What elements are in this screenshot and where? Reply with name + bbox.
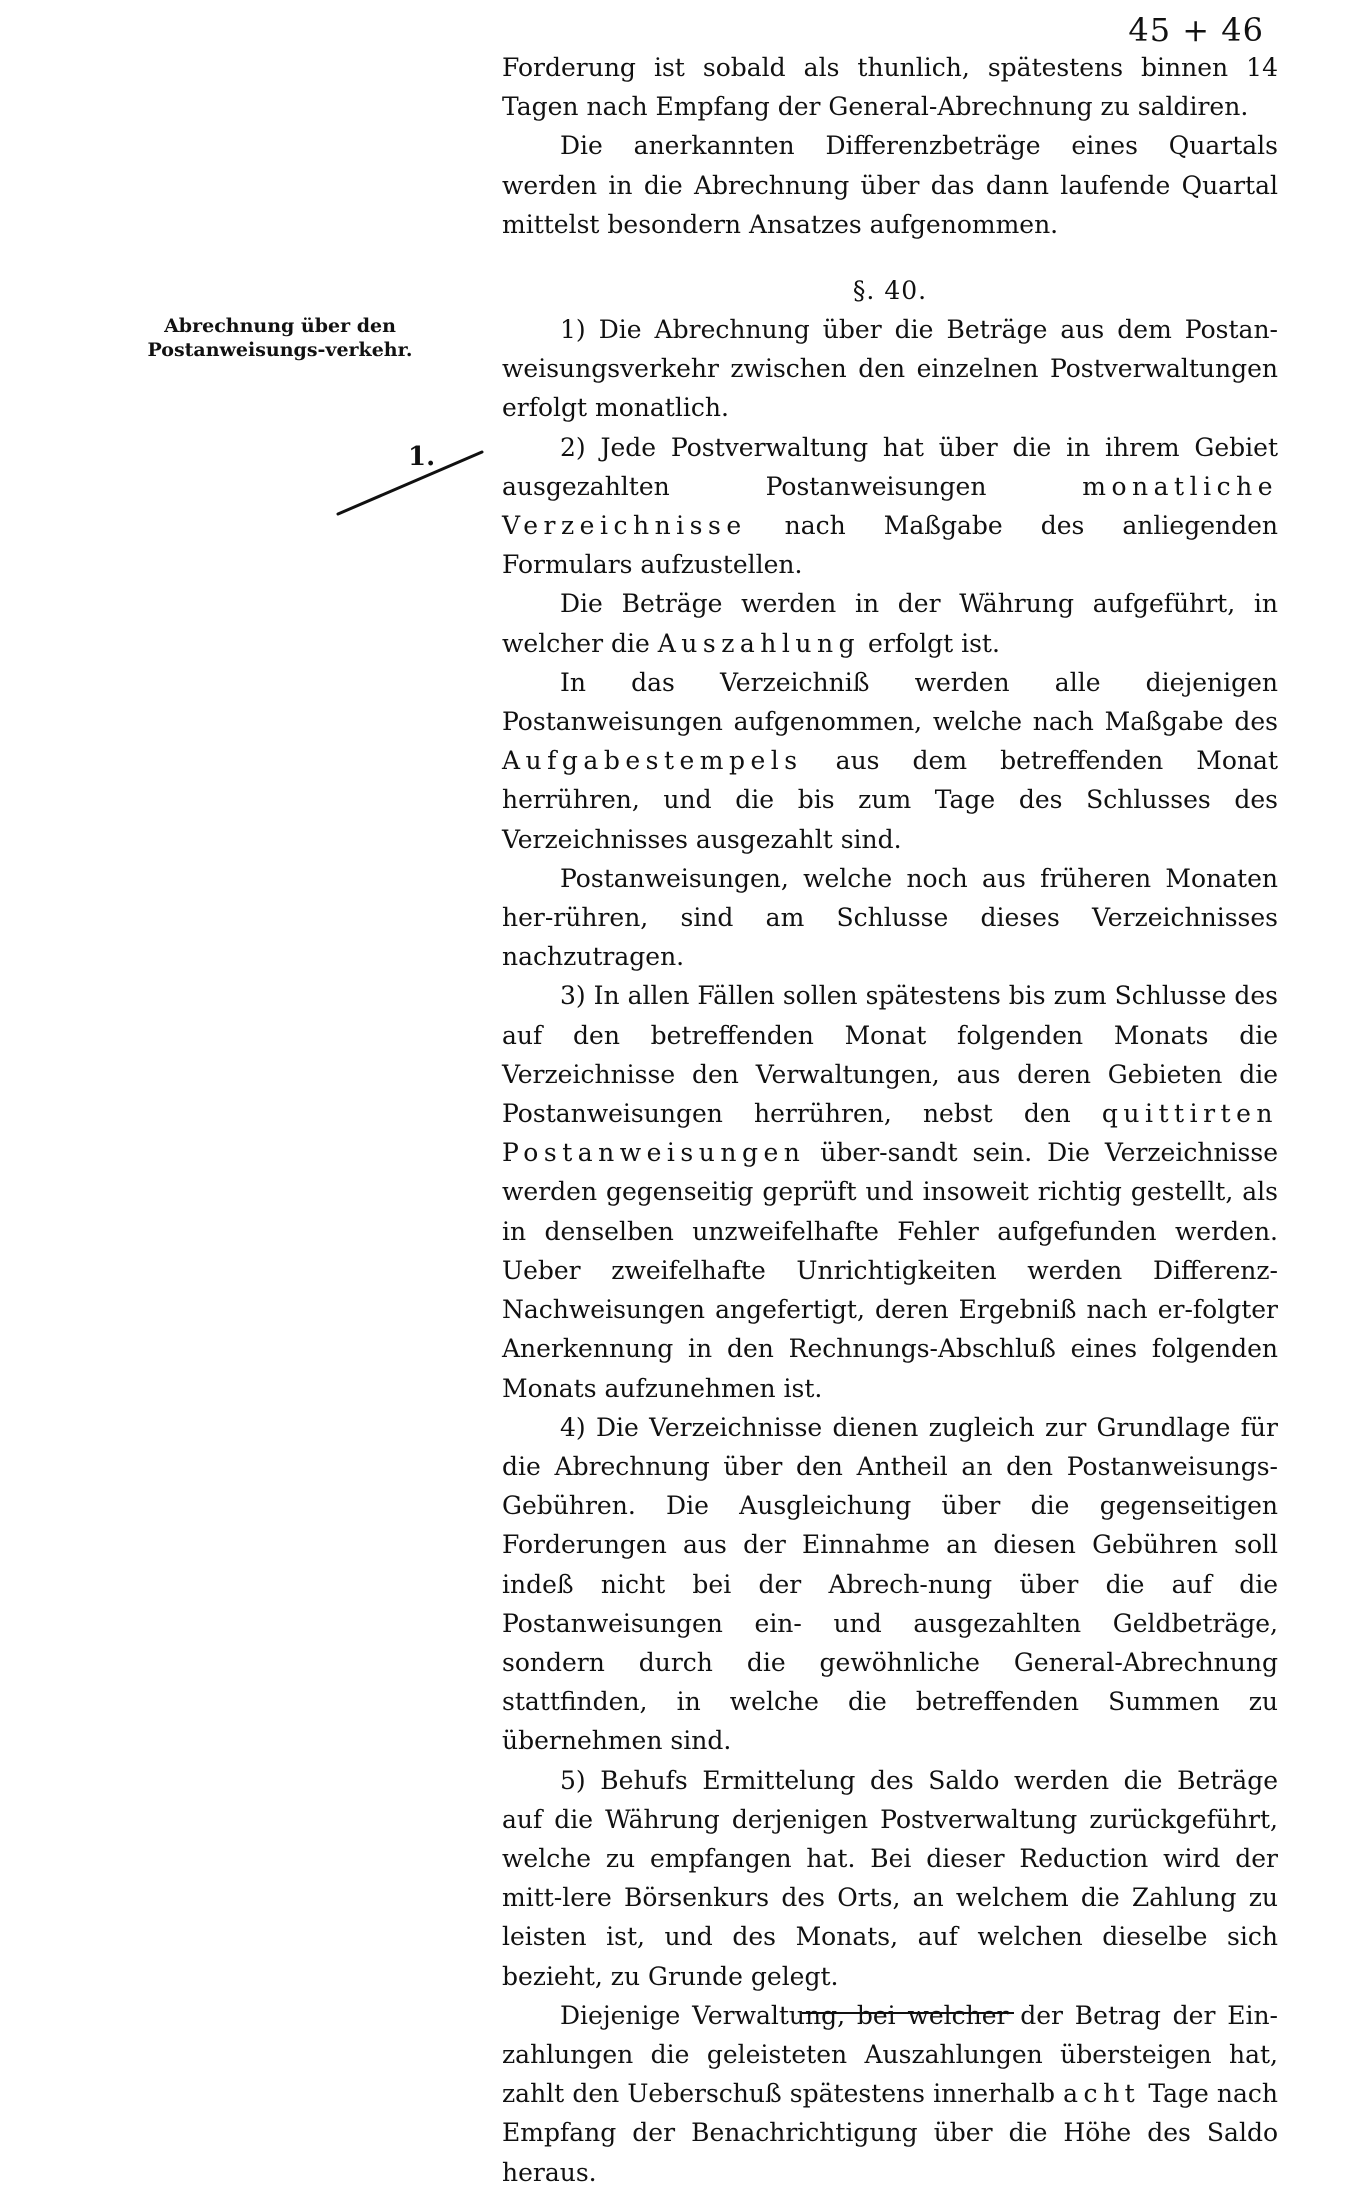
paragraph: [502, 663, 1278, 859]
spaced-emphasis: acht: [1063, 2079, 1141, 2109]
paragraph: Forderung ist sobald als thunlich, spätestens binnen 14 Tagen nach Empfang der General-Abrechnung zu saldiren.: [502, 53, 1278, 122]
paragraph: [502, 1996, 1278, 2192]
paragraph-text: 3) In allen Fällen sollen spätestens bis zum Schlusse des auf den betreffenden Monat folgenden Monats die Verzeichnisse den Verwaltungen, aus deren Gebieten die Postanweisungen herrühren, nebst den: [502, 981, 1278, 1129]
paragraph-text: erfolgt ist.: [860, 628, 1000, 658]
paragraph-text: Die Beträge werden in der Währung aufgeführt, in welcher die: [502, 589, 1278, 658]
paragraph-text: nach Maßgabe des anliegenden Formulars aufzustellen.: [502, 511, 1278, 580]
spaced-emphasis: Aufgabestempels: [502, 746, 803, 776]
paragraph-text: In das Verzeichniß werden alle diejenigen Postanweisungen aufgenommen, welche nach Maßgabe des: [502, 667, 1278, 737]
section-heading: §. 40.: [852, 276, 928, 306]
paragraph: 1) Die Abrechnung über die Beträge aus dem Postan-weisungsverkehr zwischen den einzelnen Postverwaltungen erfolgt monatlich.: [502, 315, 1278, 423]
paragraph-text: Diejenige Verwaltung, bei welcher der Betrag der Ein-zahlungen die geleisteten Auszahlungen übersteigen hat, zahlt den Ueberschuß spätestens innerhalb: [502, 2000, 1278, 2109]
paragraph-text: aus dem betreffenden Monat herrühren, und die bis zum Tage des Schlusses des Verzeichnisses ausgezahlt sind.: [502, 746, 1278, 854]
spaced-emphasis: Auszahlung: [657, 628, 861, 658]
paragraph: [502, 976, 1278, 1407]
end-rule: [802, 2012, 1014, 2014]
margin-note: Abrechnung über den Postanweisungs-verkehr.: [147, 315, 413, 361]
text-column: [502, 48, 1278, 2192]
paragraph-text: Tage nach Empfang der Benachrichtigung über die Höhe des Saldo heraus.: [502, 2079, 1278, 2187]
paragraph: 5) Behufs Ermittelung des Saldo werden die Beträge auf die Währung derjenigen Postverwaltung zurückgeführt, welche zu empfangen hat. Bei dieser Reduction wird der mitt-lere Börsenkurs des Orts, an welchem die Zahlung zu leisten ist, und des Monats, auf welchen dieselbe sich bezieht, zu Grunde gelegt.: [502, 1765, 1278, 1991]
paragraph-text: 2) Jede Postverwaltung hat über die in ihrem Gebiet ausgezahlten Postanweisungen: [502, 432, 1278, 501]
spaced-emphasis: quittirten Postanweisungen: [502, 1099, 1278, 1168]
page-number: 45 + 46: [1128, 11, 1264, 49]
paragraph: Postanweisungen, welche noch aus früheren Monaten her-rühren, sind am Schlusse dieses Verzeichnisses nachzutragen.: [502, 863, 1278, 972]
margin-mark: 1.: [408, 442, 436, 472]
paragraph: [502, 428, 1278, 585]
margin-pencil-stroke: [336, 448, 486, 518]
spaced-emphasis: monatliche Verzeichnisse: [502, 471, 1278, 541]
paragraph: [502, 584, 1278, 662]
paragraph: Die anerkannten Differenzbeträge eines Quartals werden in die Abrechnung über das dann laufende Quartal mittelst besondern Ansatzes aufgenommen.: [502, 131, 1278, 239]
paragraph-text: über-sandt sein. Die Verzeichnisse werden gegenseitig geprüft und insoweit richtig gestellt, als in denselben unzweifelhafte Fehler aufgefunden werden. Ueber zweifelhafte Unrichtigkeiten werden Differenz-Nachweisungen angefertigt, deren Ergebniß nach er-folgter Anerkennung in den Rechnungs-Abschluß eines folgenden Monats aufzunehmen ist.: [502, 1138, 1278, 1403]
paragraph: 4) Die Verzeichnisse dienen zugleich zur Grundlage für die Abrechnung über den Antheil an den Postanweisungs-Gebühren. Die Ausgleichung über die gegenseitigen Forderungen aus der Einnahme an diesen Gebühren soll indeß nicht bei der Abrech-nung über die auf die Postanweisungen ein- und ausgezahlten Geldbeträge, sondern durch die gewöhnliche General-Abrechnung stattfinden, in welche die betreffenden Summen zu übernehmen sind.: [502, 1412, 1278, 1756]
